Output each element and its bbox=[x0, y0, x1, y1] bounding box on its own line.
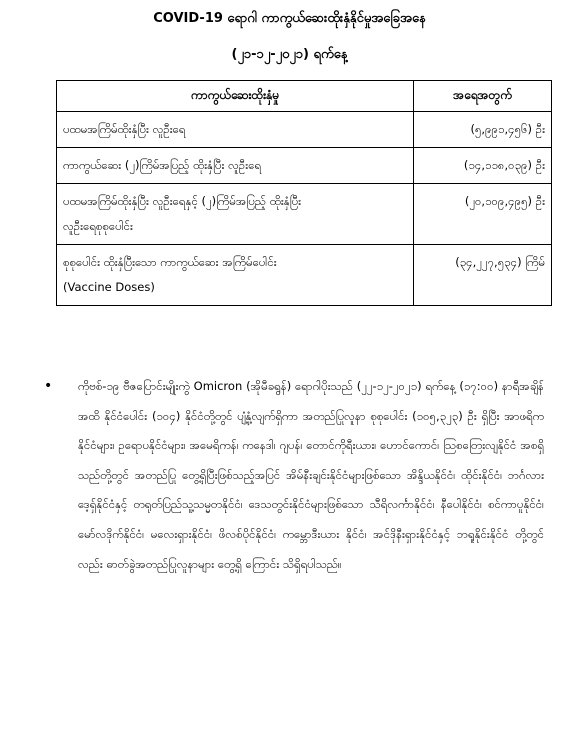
row-desc-line: ပထမအကြိမ်ထိုးနှံပြီး လူဦးရေနှင့် (၂)ကြိမ်အပြည့် ထိုးနှံပြီး bbox=[63, 194, 302, 208]
vaccination-table bbox=[56, 80, 552, 306]
table-row bbox=[57, 184, 552, 245]
row-value: (၂၀,၁၀၉,၄၉၅) ဦး bbox=[414, 184, 552, 245]
table-row bbox=[57, 148, 552, 184]
bullet-icon: • bbox=[44, 378, 53, 394]
row-desc-line-2: (Vaccine Doses) bbox=[63, 280, 155, 294]
row-value: (၃၄,၂၂၇,၅၃၄) ကြိမ် bbox=[414, 245, 552, 306]
row-description bbox=[57, 245, 414, 306]
row-desc-line-2: လူဦးရေစုစုပေါင်း bbox=[63, 219, 133, 233]
header-count: အရေအတွက် bbox=[414, 81, 552, 112]
date-line: (၂၁-၁၂-၂၀၂၁) ရက်နေ့ bbox=[231, 47, 348, 62]
page-title: COVID-19 ရောဂါ ကာကွယ်ဆေးထိုးနှံနိုင်မှုအခြေအနေ bbox=[153, 11, 426, 26]
row-desc-line: စုစုပေါင်း ထိုးနှံပြီးသော ကာကွယ်ဆေး အကြိမ်ပေါင်း bbox=[63, 255, 277, 269]
row-desc-line: ကာကွယ်ဆေး (၂)ကြိမ်အပြည့် ထိုးနှံပြီး လူဦးရေ bbox=[63, 158, 262, 172]
table-row bbox=[57, 245, 552, 306]
table-header-row bbox=[57, 81, 552, 112]
row-description bbox=[57, 184, 414, 245]
omicron-paragraph: ကိုဗစ်-၁၉ ဗီဇပြောင်းမျိုးကွဲ Omicron (အိုမီခရွန်) ရောဂါပိုးသည် (၂၂-၁၂-၂၀၂၁) ရက်နေ့ (၁၇:၀၀) နာရီအချိန်အထိ နိုင်ငံပေါင်း (၁၀၄) နိုင်ငံတို့တွင် ပျံ့နှံ့လျက်ရှိကာ အတည်ပြုလူနာ စုစုပေါင်း (၁၀၅,၃၂၃) ဦး ရှိပြီး အာဖရိကနိုင်ငံများ၊ ဥရောပနိုင်ငံများ၊ အမေရိကန်၊ ကနေဒါ၊ ဂျပန်၊ တောင်ကိုရီးယား၊ ဟောင်ကောင်၊ ဩစတြေးလျနိုင်ငံ အစရှိသည်တို့တွင် အတည်ပြု တွေ့ရှိပြီးဖြစ်သည့်အပြင် အိမ်နီးချင်းနိုင်ငံများဖြစ်သော အိန္ဒိယနိုင်ငံ၊ ထိုင်းနိုင်ငံ၊ ဘင်္ဂလား ဒေ့ရှ်နိုင်ငံနှင့် တရုတ်ပြည်သူ့သမ္မတနိုင်ငံ၊ ဒေသတွင်းနိုင်ငံများဖြစ်သော သီရိလင်္ကာနိုင်ငံ၊ နီပေါနိုင်ငံ၊ စင်ကာပူနိုင်ငံ၊ မော်လဒိုက်နိုင်ငံ၊ မလေးရှားနိုင်ငံ၊ ဖိလစ်ပိုင်နိုင်ငံ၊ ကမ္ဘောဒီးယား နိုင်ငံ၊ အင်ဒိုနီးရှားနိုင်ငံနှင့် ဘရူနိုင်းနိုင်ငံ တို့တွင်လည်း ဓာတ်ခွဲအတည်ပြုလူနာများ တွေ့ရှိ ကြောင်း သိရှိရပါသည်။ bbox=[78, 379, 544, 571]
row-description bbox=[57, 112, 414, 148]
header-description: ကာကွယ်ဆေးထိုးနှံမှု bbox=[57, 81, 414, 112]
table-row bbox=[57, 112, 552, 148]
row-desc-line: ပထမအကြိမ်ထိုးနှံပြီး လူဦးရေ bbox=[63, 122, 186, 136]
row-value: (၅,၉၉၁,၄၅၆) ဦး bbox=[414, 112, 552, 148]
row-description bbox=[57, 148, 414, 184]
row-value: (၁၄,၁၁၈,၀၃၉) ဦး bbox=[414, 148, 552, 184]
